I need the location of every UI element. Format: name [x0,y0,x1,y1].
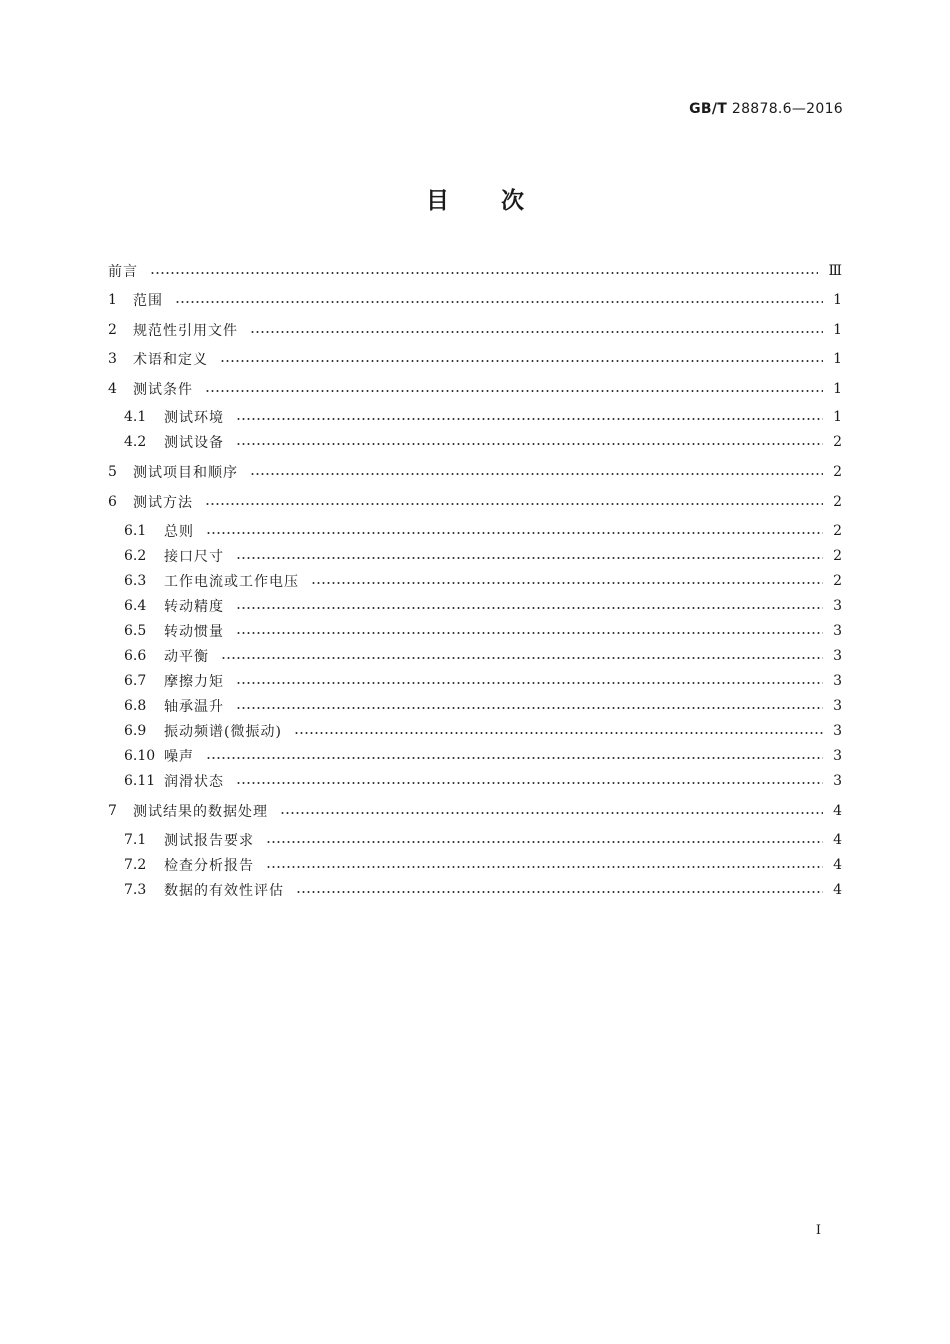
toc-entry-number: 3 [108,351,117,367]
toc-dot-leader [236,607,823,609]
toc-dot-leader [250,331,823,333]
toc-dot-leader [236,418,823,420]
toc-entry-page: 1 [833,381,842,397]
toc-dot-leader [220,360,823,362]
toc-title [0,182,950,215]
toc-entry [108,260,842,282]
toc-entry-page: 2 [833,548,842,564]
toc-entry-page: 3 [833,748,842,764]
toc-entry-label: 转动惯量 [164,624,224,640]
toc-entry [124,620,842,642]
toc-dot-leader [236,557,823,559]
toc-entry [124,595,842,617]
toc-dot-leader [206,757,823,759]
toc-entry-number: 7 [108,803,117,819]
toc-dot-leader [311,582,823,584]
toc-dot-leader [206,532,823,534]
toc-entry-label: 检查分析报告 [164,858,254,874]
toc-entry [108,289,842,311]
toc-entry [124,431,842,453]
toc-entry-page: 3 [833,723,842,739]
toc-entry-page: 1 [833,409,842,425]
standard-number: 28878.6—2016 [727,101,843,117]
toc-entry [124,745,842,767]
toc-entry-number: 6.7 [124,673,147,689]
toc-entry-number: 6.1 [124,523,147,539]
toc-entry-label: 噪声 [164,749,194,765]
toc-entry-label: 测试环境 [164,410,224,426]
toc-entry-number: 6.9 [124,723,147,739]
toc-entry [108,378,842,400]
toc-entry-page: 2 [833,573,842,589]
toc-entry-page: 4 [833,803,842,819]
toc-entry [124,854,842,876]
toc-entry [124,770,842,792]
toc-entry-page: 3 [833,773,842,789]
toc-entry-page: Ⅲ [828,263,842,279]
toc-entry [124,545,842,567]
standard-code [689,101,843,117]
standard-prefix: GB/T [689,101,728,117]
toc-entry-number: 6.10 [124,748,156,764]
toc-entry-page: 2 [833,434,842,450]
toc-entry-label: 工作电流或工作电压 [164,574,299,590]
toc-entry [124,406,842,428]
toc-dot-leader [236,682,823,684]
toc-dot-leader [236,707,823,709]
toc-entry-label: 轴承温升 [164,699,224,715]
toc-entry [108,491,842,513]
toc-entry-label: 测试结果的数据处理 [133,804,268,820]
toc-entry-label: 测试设备 [164,435,224,451]
toc-dot-leader [294,732,823,734]
toc-entry-number: 6.2 [124,548,147,564]
toc-entry [124,879,842,901]
toc-entry [124,695,842,717]
toc-entry-label: 测试报告要求 [164,833,254,849]
toc-dot-leader [175,301,823,303]
toc-entry [108,348,842,370]
toc-entry-number: 6.6 [124,648,147,664]
toc-entry-label: 术语和定义 [133,352,208,368]
toc-dot-leader [236,632,823,634]
toc-entry-page: 2 [833,464,842,480]
toc-entry-page: 1 [833,351,842,367]
toc-entry-label: 规范性引用文件 [133,323,238,339]
toc-dot-leader [266,866,823,868]
toc-entry-number: 4.2 [124,434,147,450]
toc-entry [124,520,842,542]
toc-entry-number: 6.5 [124,623,147,639]
toc-entry-number: 7.1 [124,832,147,848]
toc-entry-number: 6.3 [124,573,147,589]
toc-entry-page: 1 [833,322,842,338]
toc-entry-number: 6.11 [124,773,156,789]
toc-entry-number: 4.1 [124,409,147,425]
toc-entry-number: 7.3 [124,882,147,898]
toc-entry-number: 2 [108,322,117,338]
toc-dot-leader [205,390,823,392]
toc-entry-label: 测试项目和顺序 [133,465,238,481]
toc-entry-label: 前言 [108,264,138,280]
toc-entry [108,461,842,483]
toc-entry-label: 数据的有效性评估 [164,883,284,899]
toc-entry-page: 3 [833,598,842,614]
toc-entry-number: 4 [108,381,117,397]
toc-entry [124,645,842,667]
toc-entry [124,829,842,851]
toc-entry-label: 测试方法 [133,495,193,511]
toc-title-char-1: 目 [426,188,449,214]
toc-entry-page: 2 [833,494,842,510]
toc-dot-leader [236,443,823,445]
toc-dot-leader [296,891,823,893]
toc-dot-leader [266,841,823,843]
toc-dot-leader [205,503,823,505]
toc-entry-number: 6 [108,494,117,510]
toc-entry-number: 5 [108,464,117,480]
toc-entry [124,670,842,692]
toc-entry-number: 1 [108,292,117,308]
toc-entry-number: 6.8 [124,698,147,714]
toc-entry-page: 4 [833,832,842,848]
toc-dot-leader [221,657,823,659]
toc-entry-number: 7.2 [124,857,147,873]
toc-dot-leader [280,812,823,814]
toc-entry-number: 6.4 [124,598,147,614]
toc-entry-page: 4 [833,857,842,873]
toc-entry-label: 测试条件 [133,382,193,398]
toc-entry-label: 总则 [164,524,194,540]
toc-title-char-2: 次 [501,188,524,214]
page-number: I [815,1223,821,1238]
toc-dot-leader [150,272,818,274]
toc-entry [108,800,842,822]
toc-entry-page: 3 [833,698,842,714]
toc-entry-page: 2 [833,523,842,539]
toc-entry-label: 接口尺寸 [164,549,224,565]
toc-entry [108,319,842,341]
toc-entry-label: 摩擦力矩 [164,674,224,690]
toc-entry-page: 3 [833,673,842,689]
toc-entry-label: 动平衡 [164,649,209,665]
toc-entry-label: 润滑状态 [164,774,224,790]
toc-entry-label: 范围 [133,293,163,309]
toc-entry-label: 转动精度 [164,599,224,615]
toc-entry-page: 3 [833,648,842,664]
toc-entry-page: 1 [833,292,842,308]
toc-entry [124,720,842,742]
toc-entry-page: 3 [833,623,842,639]
toc-entry-label: 振动频谱(微振动) [164,724,282,740]
toc-dot-leader [236,782,823,784]
toc-entry [124,570,842,592]
toc-dot-leader [250,473,823,475]
toc-entry-page: 4 [833,882,842,898]
